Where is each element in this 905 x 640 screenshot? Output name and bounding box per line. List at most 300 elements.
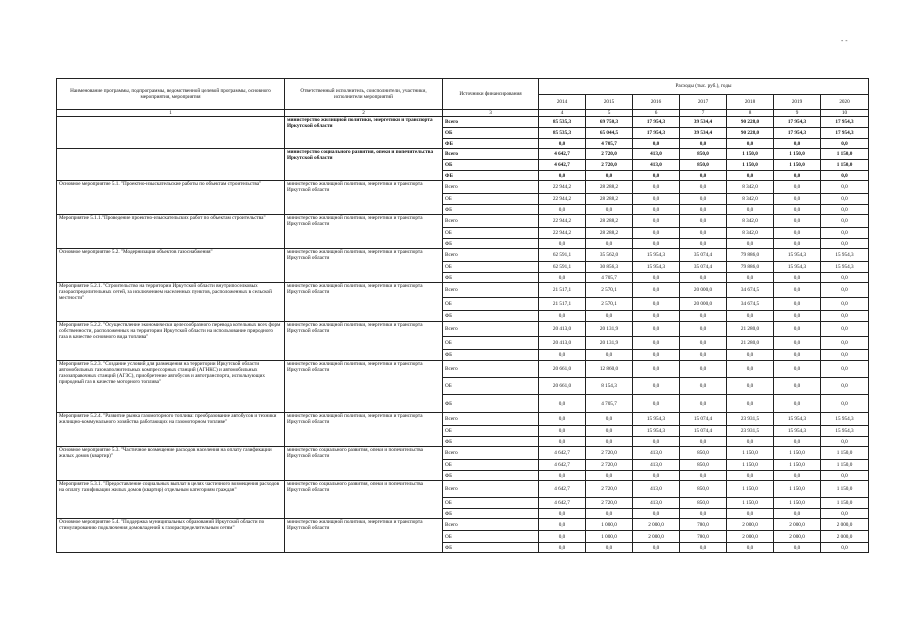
executor-name: министерство социального развития, опеки и попечительства Иркутской области [285,481,443,519]
amount-cell: 20 413,0 [539,337,586,350]
amount-cell: 1 150,0 [821,160,869,171]
amount-cell: 0,0 [680,311,727,322]
amount-cell: 35 074,4 [680,262,727,273]
amount-cell: 20 661,0 [539,378,586,395]
amount-cell: 39 534,4 [680,117,727,128]
amount-cell: 850,0 [680,481,727,498]
amount-cell: 0,0 [680,322,727,337]
amount-cell: 0,0 [539,171,586,181]
amount-cell: 1 150,0 [774,498,821,509]
amount-cell: 15 074,4 [680,426,727,437]
amount-cell: 65 044,5 [586,128,633,139]
amount-cell: 62 591,1 [539,262,586,273]
executor-name: министерство жилищной политики, энергетики и транспорта Иркутской области [285,215,443,249]
funding-source: ФБ [443,395,539,413]
funding-source: ОБ [443,426,539,437]
amount-cell: 0,0 [727,509,774,519]
amount-cell: 0,0 [774,361,821,378]
amount-cell: 0,0 [774,239,821,249]
amount-cell: 0,0 [680,194,727,205]
funding-source: Всего [443,361,539,378]
amount-cell: 0,0 [633,471,680,481]
amount-cell: 1 150,0 [821,149,869,160]
table-row [57,519,869,531]
amount-cell: 20 131,9 [586,337,633,350]
col-source-header: Источники финансирования [443,79,539,110]
amount-cell: 28 288,2 [586,194,633,205]
funding-source: ФБ [443,543,539,553]
amount-cell: 15 954,3 [633,262,680,273]
amount-cell: 12 860,0 [586,361,633,378]
amount-cell: 1 150,0 [821,447,869,460]
amount-cell: 0,0 [774,298,821,311]
amount-cell: 0,0 [633,239,680,249]
amount-cell: 0,0 [727,350,774,361]
amount-cell: 413,0 [633,149,680,160]
amount-cell: 22 944,2 [539,228,586,239]
funding-source: Всего [443,215,539,228]
amount-cell: 0,0 [774,322,821,337]
funding-source: Всего [443,181,539,194]
amount-cell: 15 954,3 [821,262,869,273]
funding-source: ФБ [443,171,539,181]
amount-cell: 0,0 [633,283,680,298]
amount-cell: 4 642,7 [539,460,586,471]
amount-cell: 0,0 [821,509,869,519]
amount-cell: 22 944,2 [539,194,586,205]
amount-cell: 2 000,0 [727,531,774,543]
amount-cell: 0,0 [727,311,774,322]
funding-source: Всего [443,117,539,128]
amount-cell: 0,0 [774,171,821,181]
amount-cell: 0,0 [774,139,821,149]
amount-cell: 413,0 [633,481,680,498]
amount-cell: 20 661,0 [539,361,586,378]
amount-cell: 0,0 [633,378,680,395]
table-row [57,149,869,160]
amount-cell: 0,0 [727,171,774,181]
amount-cell: 20 131,9 [586,322,633,337]
amount-cell: 69 750,3 [586,117,633,128]
amount-cell: 0,0 [774,228,821,239]
amount-cell: 0,0 [821,194,869,205]
amount-cell: 0,0 [586,350,633,361]
table-row [57,361,869,378]
funding-source: ФБ [443,139,539,149]
amount-cell: 8 342,0 [727,194,774,205]
amount-cell: 0,0 [821,311,869,322]
amount-cell: 4 642,7 [539,149,586,160]
amount-cell: 15 954,3 [633,249,680,262]
table-row [57,413,869,426]
amount-cell: 0,0 [633,361,680,378]
amount-cell: 0,0 [539,519,586,531]
amount-cell: 2 000,0 [774,531,821,543]
amount-cell: 0,0 [727,139,774,149]
amount-cell: 0,0 [539,139,586,149]
amount-cell: 0,0 [586,426,633,437]
amount-cell: 0,0 [633,194,680,205]
funding-source: Всего [443,447,539,460]
amount-cell: 22 944,2 [539,215,586,228]
table-header [57,79,869,117]
amount-cell: 15 954,3 [633,426,680,437]
column-number: 8 [727,110,774,117]
funding-source: Всего [443,322,539,337]
amount-cell: 0,0 [633,273,680,283]
amount-cell: 0,0 [680,337,727,350]
funding-source: ФБ [443,471,539,481]
amount-cell: 4 705,7 [586,395,633,413]
funding-source: ОБ [443,498,539,509]
table-row [57,181,869,194]
amount-cell: 0,0 [539,273,586,283]
amount-cell: 0,0 [539,311,586,322]
amount-cell: 2 720,0 [586,149,633,160]
amount-cell: 0,0 [539,239,586,249]
amount-cell: 1 000,0 [586,531,633,543]
amount-cell: 0,0 [680,350,727,361]
amount-cell: 79 886,0 [727,262,774,273]
amount-cell: 0,0 [821,181,869,194]
funding-source: ОБ [443,228,539,239]
amount-cell: 1 150,0 [727,149,774,160]
amount-cell: 0,0 [680,361,727,378]
amount-cell: 0,0 [821,350,869,361]
funding-source: ОБ [443,298,539,311]
amount-cell: 0,0 [633,181,680,194]
column-number: 1 [57,110,285,117]
amount-cell: 413,0 [633,160,680,171]
col-expenses-header: Расходы (тыс. руб.), годы [539,79,869,95]
amount-cell: 0,0 [774,543,821,553]
year-header: 2015 [586,94,633,110]
activity-name: Основное мероприятие 5.1. "Проектно-изыскательские работы по объектам строительства" [57,181,285,215]
amount-cell: 15 074,4 [680,413,727,426]
amount-cell: 0,0 [774,350,821,361]
table-row [57,117,869,128]
amount-cell: 0,0 [821,437,869,447]
amount-cell: 1 150,0 [774,460,821,471]
amount-cell: 0,0 [774,378,821,395]
column-number: 3 [443,110,539,117]
amount-cell: 850,0 [680,498,727,509]
table-body [57,117,869,553]
amount-cell: 0,0 [680,205,727,215]
amount-cell: 1 150,0 [727,498,774,509]
funding-source: ОБ [443,460,539,471]
amount-cell: 0,0 [633,395,680,413]
amount-cell: 413,0 [633,460,680,471]
amount-cell: 17 954,3 [633,128,680,139]
executor-name: министерство социального развития, опеки и попечительства Иркутской области [285,149,443,181]
amount-cell: 0,0 [774,215,821,228]
amount-cell: 15 954,3 [774,262,821,273]
amount-cell: 34 674,5 [727,283,774,298]
amount-cell: 0,0 [727,437,774,447]
amount-cell: 2 570,1 [586,283,633,298]
amount-cell: 0,0 [821,215,869,228]
amount-cell: 0,0 [586,437,633,447]
amount-cell: 2 720,0 [586,481,633,498]
activity-name: Мероприятие 5.2.3. "Создание условий для размещения на территории Иркутской области автомобильных газонаполнительных компрессорных станций (АГНКС) и автомобильных газозаправочных станций (АГЗС), приобретение автобусов и автотранспорта, использующих природный газ в качестве моторного топлива" [57,361,285,413]
amount-cell: 21 517,1 [539,298,586,311]
amount-cell: 1 150,0 [727,460,774,471]
amount-cell: 15 954,3 [821,249,869,262]
year-header: 2018 [727,94,774,110]
amount-cell: 1 150,0 [727,481,774,498]
funding-source: ОБ [443,128,539,139]
amount-cell: 2 720,0 [586,160,633,171]
amount-cell: 20 000,0 [680,283,727,298]
amount-cell: 780,0 [680,531,727,543]
amount-cell: 0,0 [774,509,821,519]
amount-cell: 0,0 [539,395,586,413]
amount-cell: 2 720,0 [586,447,633,460]
amount-cell: 17 954,3 [633,117,680,128]
amount-cell: 17 954,3 [774,128,821,139]
amount-cell: 0,0 [680,509,727,519]
funding-source: ОБ [443,378,539,395]
amount-cell: 0,0 [821,322,869,337]
amount-cell: 17 954,3 [821,128,869,139]
funding-source: ФБ [443,350,539,361]
amount-cell: 0,0 [633,350,680,361]
year-header: 2017 [680,94,727,110]
amount-cell: 0,0 [680,437,727,447]
amount-cell: 17 954,3 [774,117,821,128]
amount-cell: 15 954,3 [774,426,821,437]
activity-name [57,117,285,149]
amount-cell: 0,0 [539,413,586,426]
activity-name [57,149,285,181]
amount-cell: 0,0 [633,322,680,337]
executor-name: министерство жилищной политики, энергетики и транспорта Иркутской области [285,181,443,215]
table-row [57,447,869,460]
amount-cell: 0,0 [586,413,633,426]
amount-cell: 20 413,0 [539,322,586,337]
amount-cell: 1 150,0 [727,447,774,460]
amount-cell: 0,0 [727,543,774,553]
funding-source: ОБ [443,262,539,273]
activity-name: Основное мероприятие 5.4. "Поддержка муниципальных образований Иркутской области по стимулированию подключения домовладений к газораспределительным сетям" [57,519,285,553]
amount-cell: 23 931,5 [727,413,774,426]
amount-cell: 0,0 [680,181,727,194]
amount-cell: 1 150,0 [821,460,869,471]
funding-source: ОБ [443,531,539,543]
amount-cell: 8 342,0 [727,228,774,239]
amount-cell: 0,0 [727,205,774,215]
amount-cell: 30 856,3 [586,262,633,273]
amount-cell: 0,0 [727,378,774,395]
amount-cell: 0,0 [821,378,869,395]
activity-name: Мероприятие 5.2.2. "Осуществление экономически целесообразного перевода котельных всех форм собственности, расположенных на территории Иркутской области на использование природного газа в качестве основного вида топлива" [57,322,285,361]
amount-cell: 0,0 [774,395,821,413]
budget-table [56,78,869,553]
amount-cell: 15 954,3 [821,413,869,426]
page-mark: - - [841,38,848,45]
column-number: 7 [680,110,727,117]
amount-cell: 0,0 [539,350,586,361]
activity-name: Основное мероприятие 5.2. "Модернизация объектов газоснабжения" [57,249,285,283]
executor-name: министерство жилищной политики, энергетики и транспорта Иркутской области [285,361,443,413]
amount-cell: 0,0 [774,311,821,322]
amount-cell: 35 074,4 [680,249,727,262]
column-number: 4 [539,110,586,117]
funding-source: ФБ [443,239,539,249]
activity-name: Мероприятие 5.2.4. "Развитие рынка газомоторного топлива: преобразование автобусов и техники жилищно-коммунального хозяйства работающих на газомоторном топливе" [57,413,285,447]
activity-name: Мероприятие 5.3.1. "Предоставление социальных выплат в целях частичного возмещения расходов на оплату газификации жилых домов (квартир) отдельным категориям граждан" [57,481,285,519]
amount-cell: 2 000,0 [633,519,680,531]
amount-cell: 2 720,0 [586,460,633,471]
amount-cell: 0,0 [680,395,727,413]
funding-source: ФБ [443,205,539,215]
amount-cell: 0,0 [633,215,680,228]
amount-cell: 0,0 [774,437,821,447]
funding-source: Всего [443,249,539,262]
amount-cell: 0,0 [727,273,774,283]
amount-cell: 15 954,3 [774,413,821,426]
funding-source: ФБ [443,437,539,447]
amount-cell: 0,0 [633,298,680,311]
amount-cell: 0,0 [727,471,774,481]
amount-cell: 0,0 [539,426,586,437]
amount-cell: 0,0 [821,361,869,378]
amount-cell: 2 000,0 [774,519,821,531]
amount-cell: 15 954,3 [633,413,680,426]
amount-cell: 0,0 [680,239,727,249]
amount-cell: 0,0 [774,273,821,283]
amount-cell: 39 534,4 [680,128,727,139]
executor-name: министерство жилищной политики, энергетики и транспорта Иркутской области [285,322,443,361]
executor-name: министерство жилищной политики, энергетики и транспорта Иркутской области [285,413,443,447]
amount-cell: 0,0 [680,378,727,395]
year-header: 2020 [821,94,869,110]
amount-cell: 0,0 [680,139,727,149]
amount-cell: 79 886,0 [727,249,774,262]
column-number: 6 [633,110,680,117]
amount-cell: 0,0 [821,337,869,350]
amount-cell: 0,0 [633,509,680,519]
column-number: 5 [586,110,633,117]
activity-name: Мероприятие 5.2.1. "Строительство на территории Иркутской области внутрипоселковых газораспределительных сетей, за исключением населенных пунктов, расположенных в сельской местности" [57,283,285,322]
funding-source: Всего [443,519,539,531]
amount-cell: 21 280,0 [727,322,774,337]
funding-source: Всего [443,283,539,298]
amount-cell: 2 000,0 [727,519,774,531]
amount-cell: 0,0 [821,283,869,298]
amount-cell: 1 150,0 [774,160,821,171]
amount-cell: 0,0 [821,205,869,215]
amount-cell: 62 591,1 [539,249,586,262]
amount-cell: 0,0 [821,543,869,553]
column-number: 10 [821,110,869,117]
amount-cell: 0,0 [633,171,680,181]
amount-cell: 0,0 [680,228,727,239]
table-row [57,283,869,298]
amount-cell: 0,0 [539,509,586,519]
amount-cell: 0,0 [680,215,727,228]
amount-cell: 1 150,0 [821,498,869,509]
amount-cell: 4 642,7 [539,447,586,460]
amount-cell: 413,0 [633,447,680,460]
amount-cell: 0,0 [633,311,680,322]
amount-cell: 0,0 [633,228,680,239]
amount-cell: 28 288,2 [586,215,633,228]
funding-source: ОБ [443,160,539,171]
amount-cell: 1 150,0 [774,149,821,160]
amount-cell: 0,0 [633,139,680,149]
amount-cell: 0,0 [680,543,727,553]
funding-source: ФБ [443,509,539,519]
amount-cell: 0,0 [821,298,869,311]
amount-cell: 0,0 [680,171,727,181]
amount-cell: 28 288,2 [586,181,633,194]
amount-cell: 0,0 [680,471,727,481]
amount-cell: 0,0 [774,283,821,298]
amount-cell: 23 931,5 [727,426,774,437]
col-executor-header: Ответственный исполнитель, соисполнители, участники, исполнители мероприятий [285,79,443,110]
amount-cell: 8 342,0 [727,215,774,228]
amount-cell: 15 954,3 [774,249,821,262]
amount-cell: 0,0 [821,273,869,283]
amount-cell: 1 150,0 [821,481,869,498]
amount-cell: 0,0 [586,239,633,249]
amount-cell: 22 944,2 [539,181,586,194]
amount-cell: 0,0 [680,273,727,283]
amount-cell: 0,0 [539,205,586,215]
amount-cell: 4 642,7 [539,481,586,498]
amount-cell: 0,0 [821,171,869,181]
table-row [57,322,869,337]
amount-cell: 1 000,0 [586,519,633,531]
year-header: 2016 [633,94,680,110]
column-number: 2 [285,110,443,117]
amount-cell: 0,0 [586,543,633,553]
table-row [57,481,869,498]
amount-cell: 413,0 [633,498,680,509]
amount-cell: 0,0 [586,471,633,481]
amount-cell: 0,0 [539,543,586,553]
amount-cell: 85 535,3 [539,117,586,128]
amount-cell: 0,0 [774,194,821,205]
amount-cell: 0,0 [633,205,680,215]
amount-cell: 35 562,0 [586,249,633,262]
col-name-header: Наименование программы, подпрограммы, ведомственной целевой программы, основного мероприятия, мероприятия [57,79,285,110]
funding-source: ОБ [443,337,539,350]
amount-cell: 0,0 [774,337,821,350]
amount-cell: 0,0 [586,509,633,519]
amount-cell: 0,0 [774,205,821,215]
amount-cell: 0,0 [539,437,586,447]
amount-cell: 0,0 [727,361,774,378]
amount-cell: 0,0 [586,311,633,322]
year-header: 2019 [774,94,821,110]
amount-cell: 0,0 [821,239,869,249]
amount-cell: 4 705,7 [586,139,633,149]
amount-cell: 8 154,3 [586,378,633,395]
amount-cell: 4 642,7 [539,498,586,509]
amount-cell: 2 000,0 [821,531,869,543]
activity-name: Основное мероприятие 5.3. "Частичное возмещение расходов населения на оплату газификации жилых домов (квартир)" [57,447,285,481]
amount-cell: 2 000,0 [633,531,680,543]
executor-name: министерство жилищной политики, энергетики и транспорта Иркутской области [285,283,443,322]
amount-cell: 1 150,0 [774,447,821,460]
amount-cell: 0,0 [821,395,869,413]
amount-cell: 850,0 [680,447,727,460]
amount-cell: 0,0 [821,228,869,239]
executor-name: министерство жилищной политики, энергетики и транспорта Иркутской области [285,249,443,283]
